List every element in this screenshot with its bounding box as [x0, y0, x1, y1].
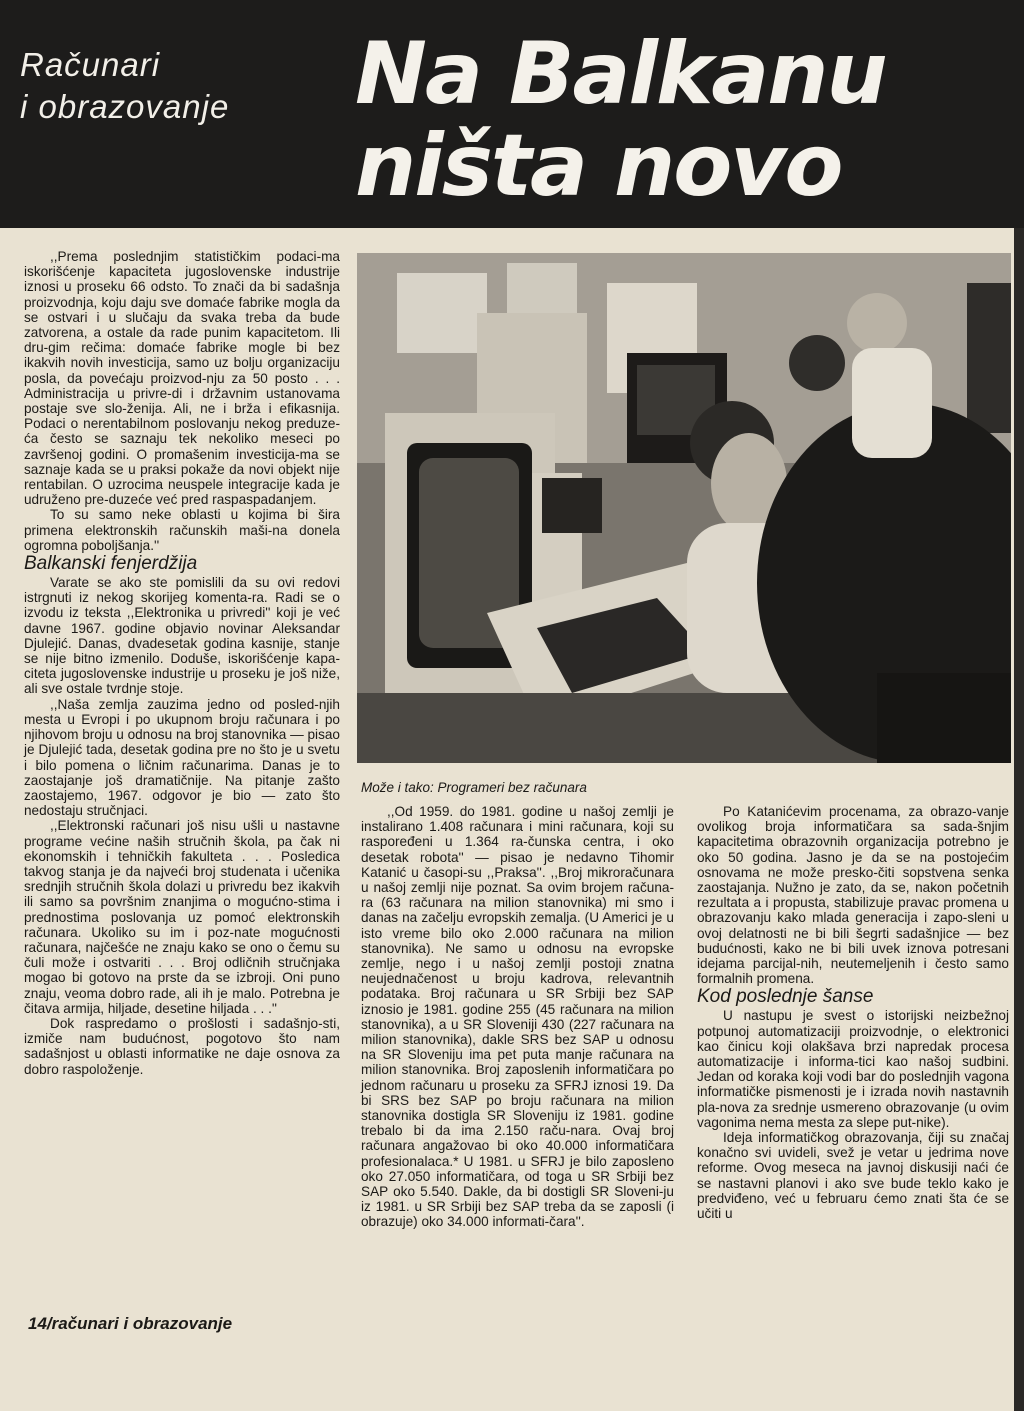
- paragraph: ,,Od 1959. do 1981. godine u našoj zemlji je instalirano 1.408 računara i mini računara, koji su raspoređeni u 1.364 ra-čunska centra, i oko desetak robota'' — pisao je nedavno Tihomir Katanić u časopi-su ,,Praksa''. ,,Broj mikroračunara u našoj zemlji nije poznat. Sa ovim brojem računa-ra (63 računara na milion stanovnika) mi smo i danas na začelju evropskih zemalja. (U Americi je u isto vreme bilo oko 2.000 računara na milion stanovnika). Ne samo u odnosu na evropske zemlje, nego i u našoj zemlji postoji znatna neujednačenost u broju kadrova, relevantnih podataka. Broj računara u SR Srbiji bez SAP iznosio je 1981. godine 255 (45 računara na milion stanovnika), a u SR Sloveniji 430 (227 računara na milion stanovnika), dakle SRS bez SAP u odnosu na SR Sloveniju ima pet puta manje računara na milion stanovnika. Broj zaposlenih informatičara po jednom računaru u proseku za SFRJ iznosi 19. Da bi SRS bez SAP po broju računara na milion stanovnika dostigla SR Sloveniju iz 1981. godine trebalo bi da ima 2.150 raču-nara. Ovaj broj računara angažovao bi oko 40.000 informatičara profesionalaca.* U 1981. u SFRJ je bilo zaposleno oko 27.050 informatičara, od toga u SR Srbiji bez SAP oko 5.540. Dakle, da bi dostigli SR Sloveni-ju iz 1981. u SR Srbiji bez SAP treba da se zaposli (i obrazuje) oko 34.000 informati-čara''.: [361, 804, 674, 1230]
- subheading-kod-poslednje-sanse: Kod poslednje šanse: [697, 986, 874, 1008]
- section-label-line1: Računari: [20, 46, 161, 83]
- subheading-balkanski-fenjerdzija: Balkanski fenjerdžija: [24, 553, 198, 575]
- photo-caption: Može i tako: Programeri bez računara: [361, 780, 587, 795]
- paragraph: Varate se ako ste pomislili da su ovi redovi istrgnuti iz nekog skorijeg komenta-ra. Radi se o izvodu iz teksta ,,Elektronika u privredi'' koji je već davne 1967. godine objavio novinar Aleksandar Djulejić. Danas, dvadesetak godina kasnije, stanje se nije bitno izmenilo. Doduše, iskorišćenje kapa-citeta jugoslovenske industrije u proseku je još niže, ali sve ostale tvrdnje stoje.: [24, 575, 340, 697]
- paragraph: Po Katanićevim procenama, za obrazo-vanje ovolikog broja informatičara sa sada-šnjim kapacitetima obrazovnih organizacija potrebno je oko 50 godina. Jasno je da se na postojećim osnovama ne može presko-čiti sopstvena senka zaostajanja. Nužno je zato, da se, nakon početnih rezultata a i propusta, stabilizuje pravac promena u obrazovanju kako mlada generacija i zapo-sleni u ovoj delatnosti ne bi bili šegrti sadašnjice — bez budućnosti, kako ne bi bili uvek iznova potresani idejama parcijal-nih, neutemeljenih i često samo formalnih promena.: [697, 804, 1009, 987]
- paragraph: ,,Elektronski računari još nisu ušli u nastavne programe većine naših stručnih škola, pa čak ni ekonomskih i tehničkih fakulteta . . . Posledica takvog stanja je da najveći broj studenata i učenika srednjih stručnih škola dolazi u privredu bez ikakvih ili samo sa površnim znanjima o mogućno-stima i prednostima poslovanja uz pomoć elektronskih računara. Ukoliko su im i poz-nate mogućnosti računara, najčešće ne znaju kako se ono o čemu su čuli može i ostvariti . . . Broj odličnih stručnjaka mogao bi gotovo na prste da se izbroji. Oni puno znaju, veoma dobro rade, ali ih je malo. Potrebna je čitava armija, hiljade, desetine hiljada . . .'': [24, 818, 340, 1016]
- paragraph: ,,Prema poslednjim statističkim podaci-ma iskorišćenje kapaciteta jugoslovenske industrije iznosi u proseku 66 odsto. To znači da bi sadašnja proizvodnja, koju daju sve domaće fabrike mogla da se ostvari i u slučaju da svaka treba da bude zatvorena, a ostale da rade punim kapacitetom. Ili dru-gim rečima: domaće fabrike mogle bi bez ikakvih novih investicija, samo uz bolju organizaciju posla, da povećaju proizvod-nju za 50 posto . . . Administracija u privre-di i državnim ustanovama postaje sve slo-ženija. Ali, ne i brža i efikasnija. Podaci o nerentabilnom poslovanju nekog preduze-ća često se saznaju tek nekoliko meseci po završenoj godini. O promašenim investicija-ma se saznaje kada se u praksi pokaže da novi objekt nije rentabilan. O uzrocima neuspele integracije kada je udruženo pre-duzeće već pred raspaspadanjem.: [24, 249, 340, 508]
- column-3: [697, 804, 1009, 1221]
- paragraph: U nastupu je svest o istorijski neizbežnoj potpunoj automatizaciji proizvodnje, o elektronici kao činicu koji olakšava brzi napredak procesa automatizacije i informa-tici kao našoj sudbini. Jedan od koraka koji vodi bar do poslednjih vagona informatičke pismenosti je i izrada novih nastavnih pla-nova za srednje usmereno obrazovanje (u ovim vagonima nema mesta za slepe put-nike).: [697, 1008, 1009, 1130]
- headline-line2: ništa novo: [355, 116, 842, 216]
- paragraph: Dok raspredamo o prošlosti i sadašnjo-sti, izmiče nam budućnost, pogotovo što nam sadašnjost u oblasti informatike ne daje osnova za dobro raspoloženje.: [24, 1015, 340, 1077]
- column-2: [361, 804, 674, 1230]
- page-edge-shadow: [1014, 228, 1024, 1411]
- classroom-computer-photo: [357, 253, 1011, 763]
- paragraph: To su samo neke oblasti u kojima bi šira primena elektronskih računskih maši-na donela ogromna poboljšanja.'': [24, 507, 340, 553]
- paragraph: Ideja informatičkog obrazovanja, čiji su značaj konačno svi uvideli, svež je vetar u jedrima nove reforme. Ovog meseca na javnoj diskusiji naći će se nastavni planovi i ako sve bude teklo kako je predviđeno, već u februaru ćemo znati šta će se učiti u: [697, 1130, 1009, 1222]
- headline: [355, 24, 1015, 216]
- section-label: [20, 44, 320, 128]
- section-label-line2: i obrazovanje: [20, 88, 230, 125]
- page-footer: 14/računari i obrazovanje: [28, 1314, 233, 1333]
- paragraph: ,,Naša zemlja zauzima jedno od posled-njih mesta u Evropi i po ukupnom broju računara i po njihovom broju u odnosu na broj stanovnika — pisao je Djulejić tada, desetak godina pre no što je u svetu i bilo pomena o ličnim računarima. Danas je to zaostajanje još dramatičnije. Na pitanje zašto zaostajemo, 1967. odgovor je bio — zato što nedostaju stručnjaci.: [24, 696, 340, 819]
- photo-illustration: [357, 253, 1011, 763]
- headline-line1: Na Balkanu: [355, 24, 886, 124]
- title-banner: [0, 0, 1024, 228]
- column-1: [24, 249, 340, 1077]
